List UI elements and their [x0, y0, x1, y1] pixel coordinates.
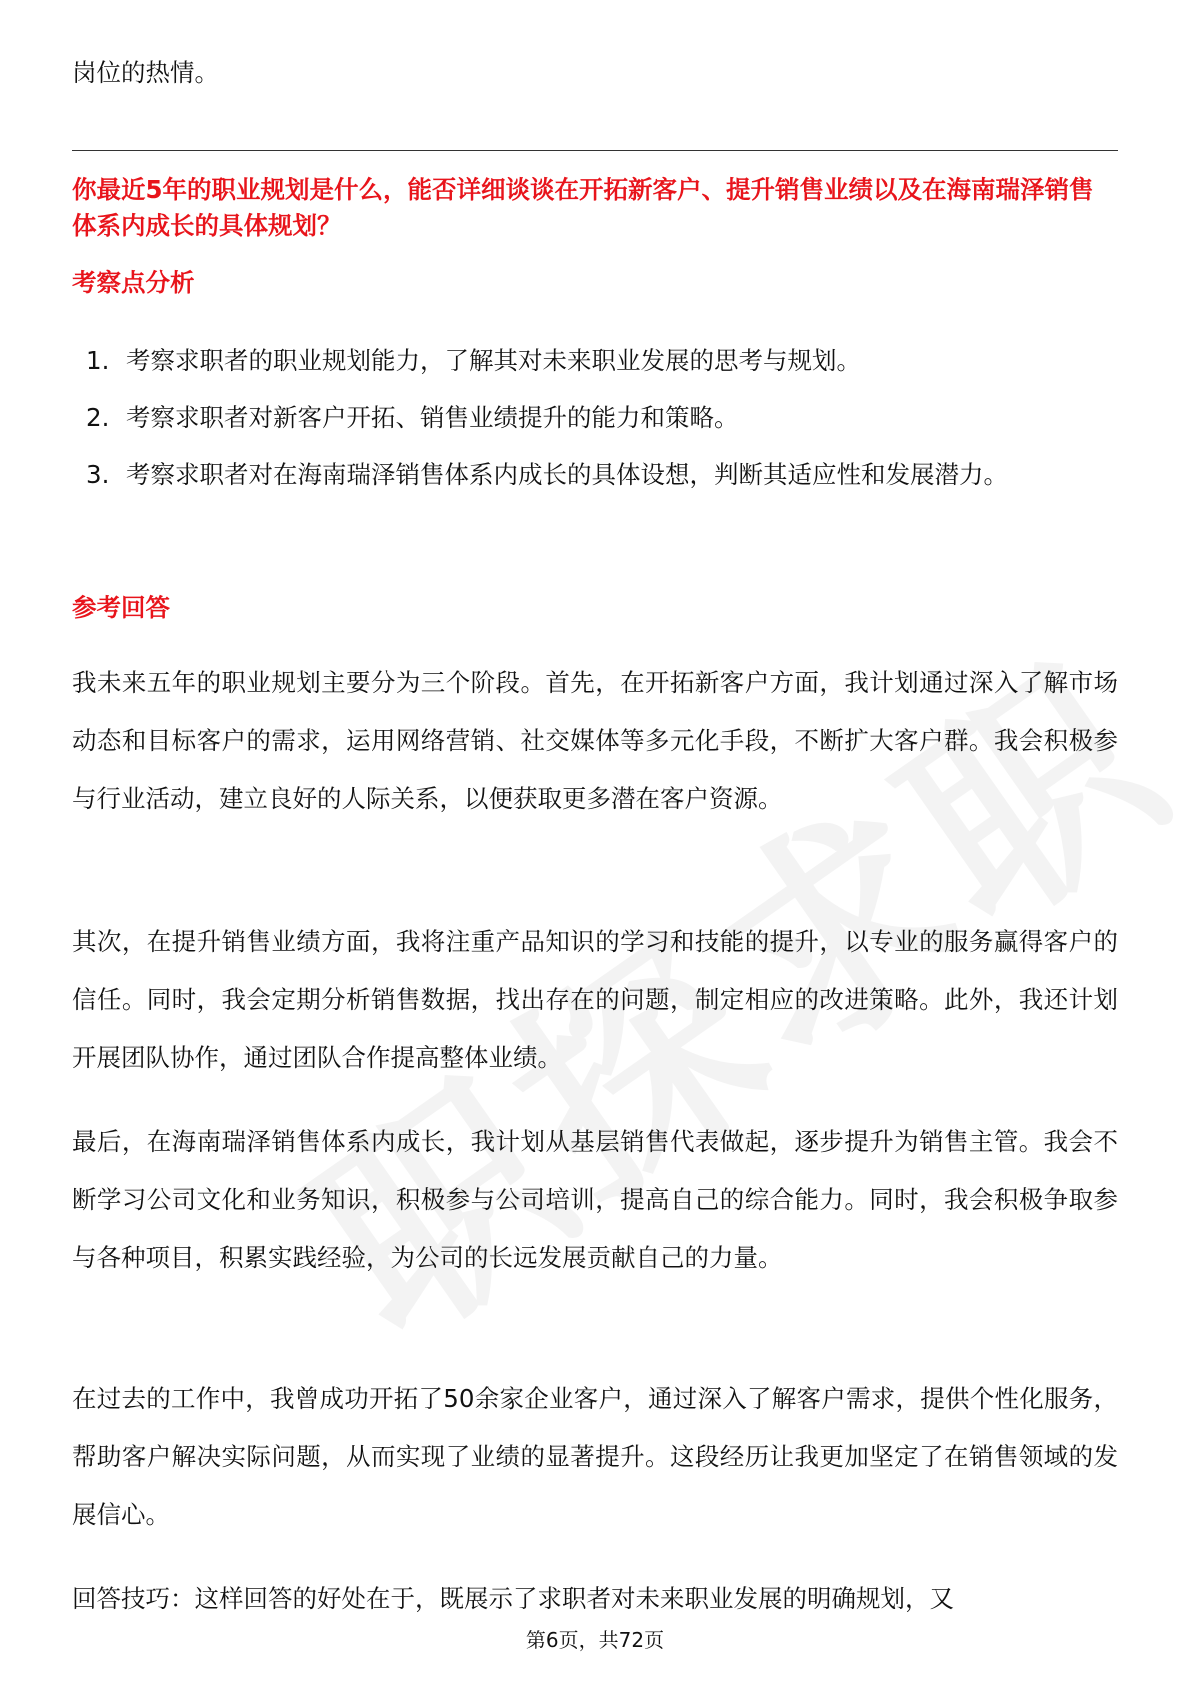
answer-paragraph: 我未来五年的职业规划主要分为三个阶段。首先，在开拓新客户方面，我计划通过深入了解市场动态和目标客户的需求，运用网络营销、社交媒体等多元化手段，不断扩大客户群。我会积极参与行业活动，建立良好的人际关系，以便获取更多潜在客户资源。	[72, 668, 1118, 813]
section-divider	[72, 150, 1118, 151]
analysis-point	[72, 389, 1118, 446]
interview-question: 你最近5年的职业规划是什么，能否详细谈谈在开拓新客户、提升销售业绩以及在海南瑞泽销售体系内成长的具体规划？	[72, 175, 1094, 240]
analysis-point	[72, 446, 1118, 503]
point-text: 考察求职者对在海南瑞泽销售体系内成长的具体设想，判断其适应性和发展潜力。	[126, 460, 1008, 489]
point-text: 考察求职者的职业规划能力，了解其对未来职业发展的思考与规划。	[126, 346, 861, 375]
answer-tips: 回答技巧：这样回答的好处在于，既展示了求职者对未来职业发展的明确规划，又	[72, 1584, 954, 1613]
answer-paragraph: 其次，在提升销售业绩方面，我将注重产品知识的学习和技能的提升，以专业的服务赢得客户的信任。同时，我会定期分析销售数据，找出存在的问题，制定相应的改进策略。此外，我还计划开展团队协作，通过团队合作提高整体业绩。	[72, 927, 1118, 1072]
analysis-points-list	[72, 332, 1118, 503]
point-number: 2.	[86, 403, 110, 432]
point-number: 1.	[86, 346, 110, 375]
point-number: 3.	[86, 460, 110, 489]
lead-text: 岗位的热情。	[72, 58, 219, 87]
answer-heading: 参考回答	[72, 593, 170, 622]
answer-paragraph: 最后，在海南瑞泽销售体系内成长，我计划从基层销售代表做起，逐步提升为销售主管。我会不断学习公司文化和业务知识，积极参与公司培训，提高自己的综合能力。同时，我会积极争取参与各种项目，积累实践经验，为公司的长远发展贡献自己的力量。	[72, 1127, 1118, 1272]
analysis-point	[72, 332, 1118, 389]
point-text: 考察求职者对新客户开拓、销售业绩提升的能力和策略。	[126, 403, 739, 432]
answer-paragraph: 在过去的工作中，我曾成功开拓了50余家企业客户，通过深入了解客户需求，提供个性化服务，帮助客户解决实际问题，从而实现了业绩的显著提升。这段经历让我更加坚定了在销售领域的发展信心。	[72, 1384, 1118, 1529]
page-footer: 第6页，共72页	[525, 1628, 665, 1652]
analysis-heading: 考察点分析	[72, 268, 195, 297]
